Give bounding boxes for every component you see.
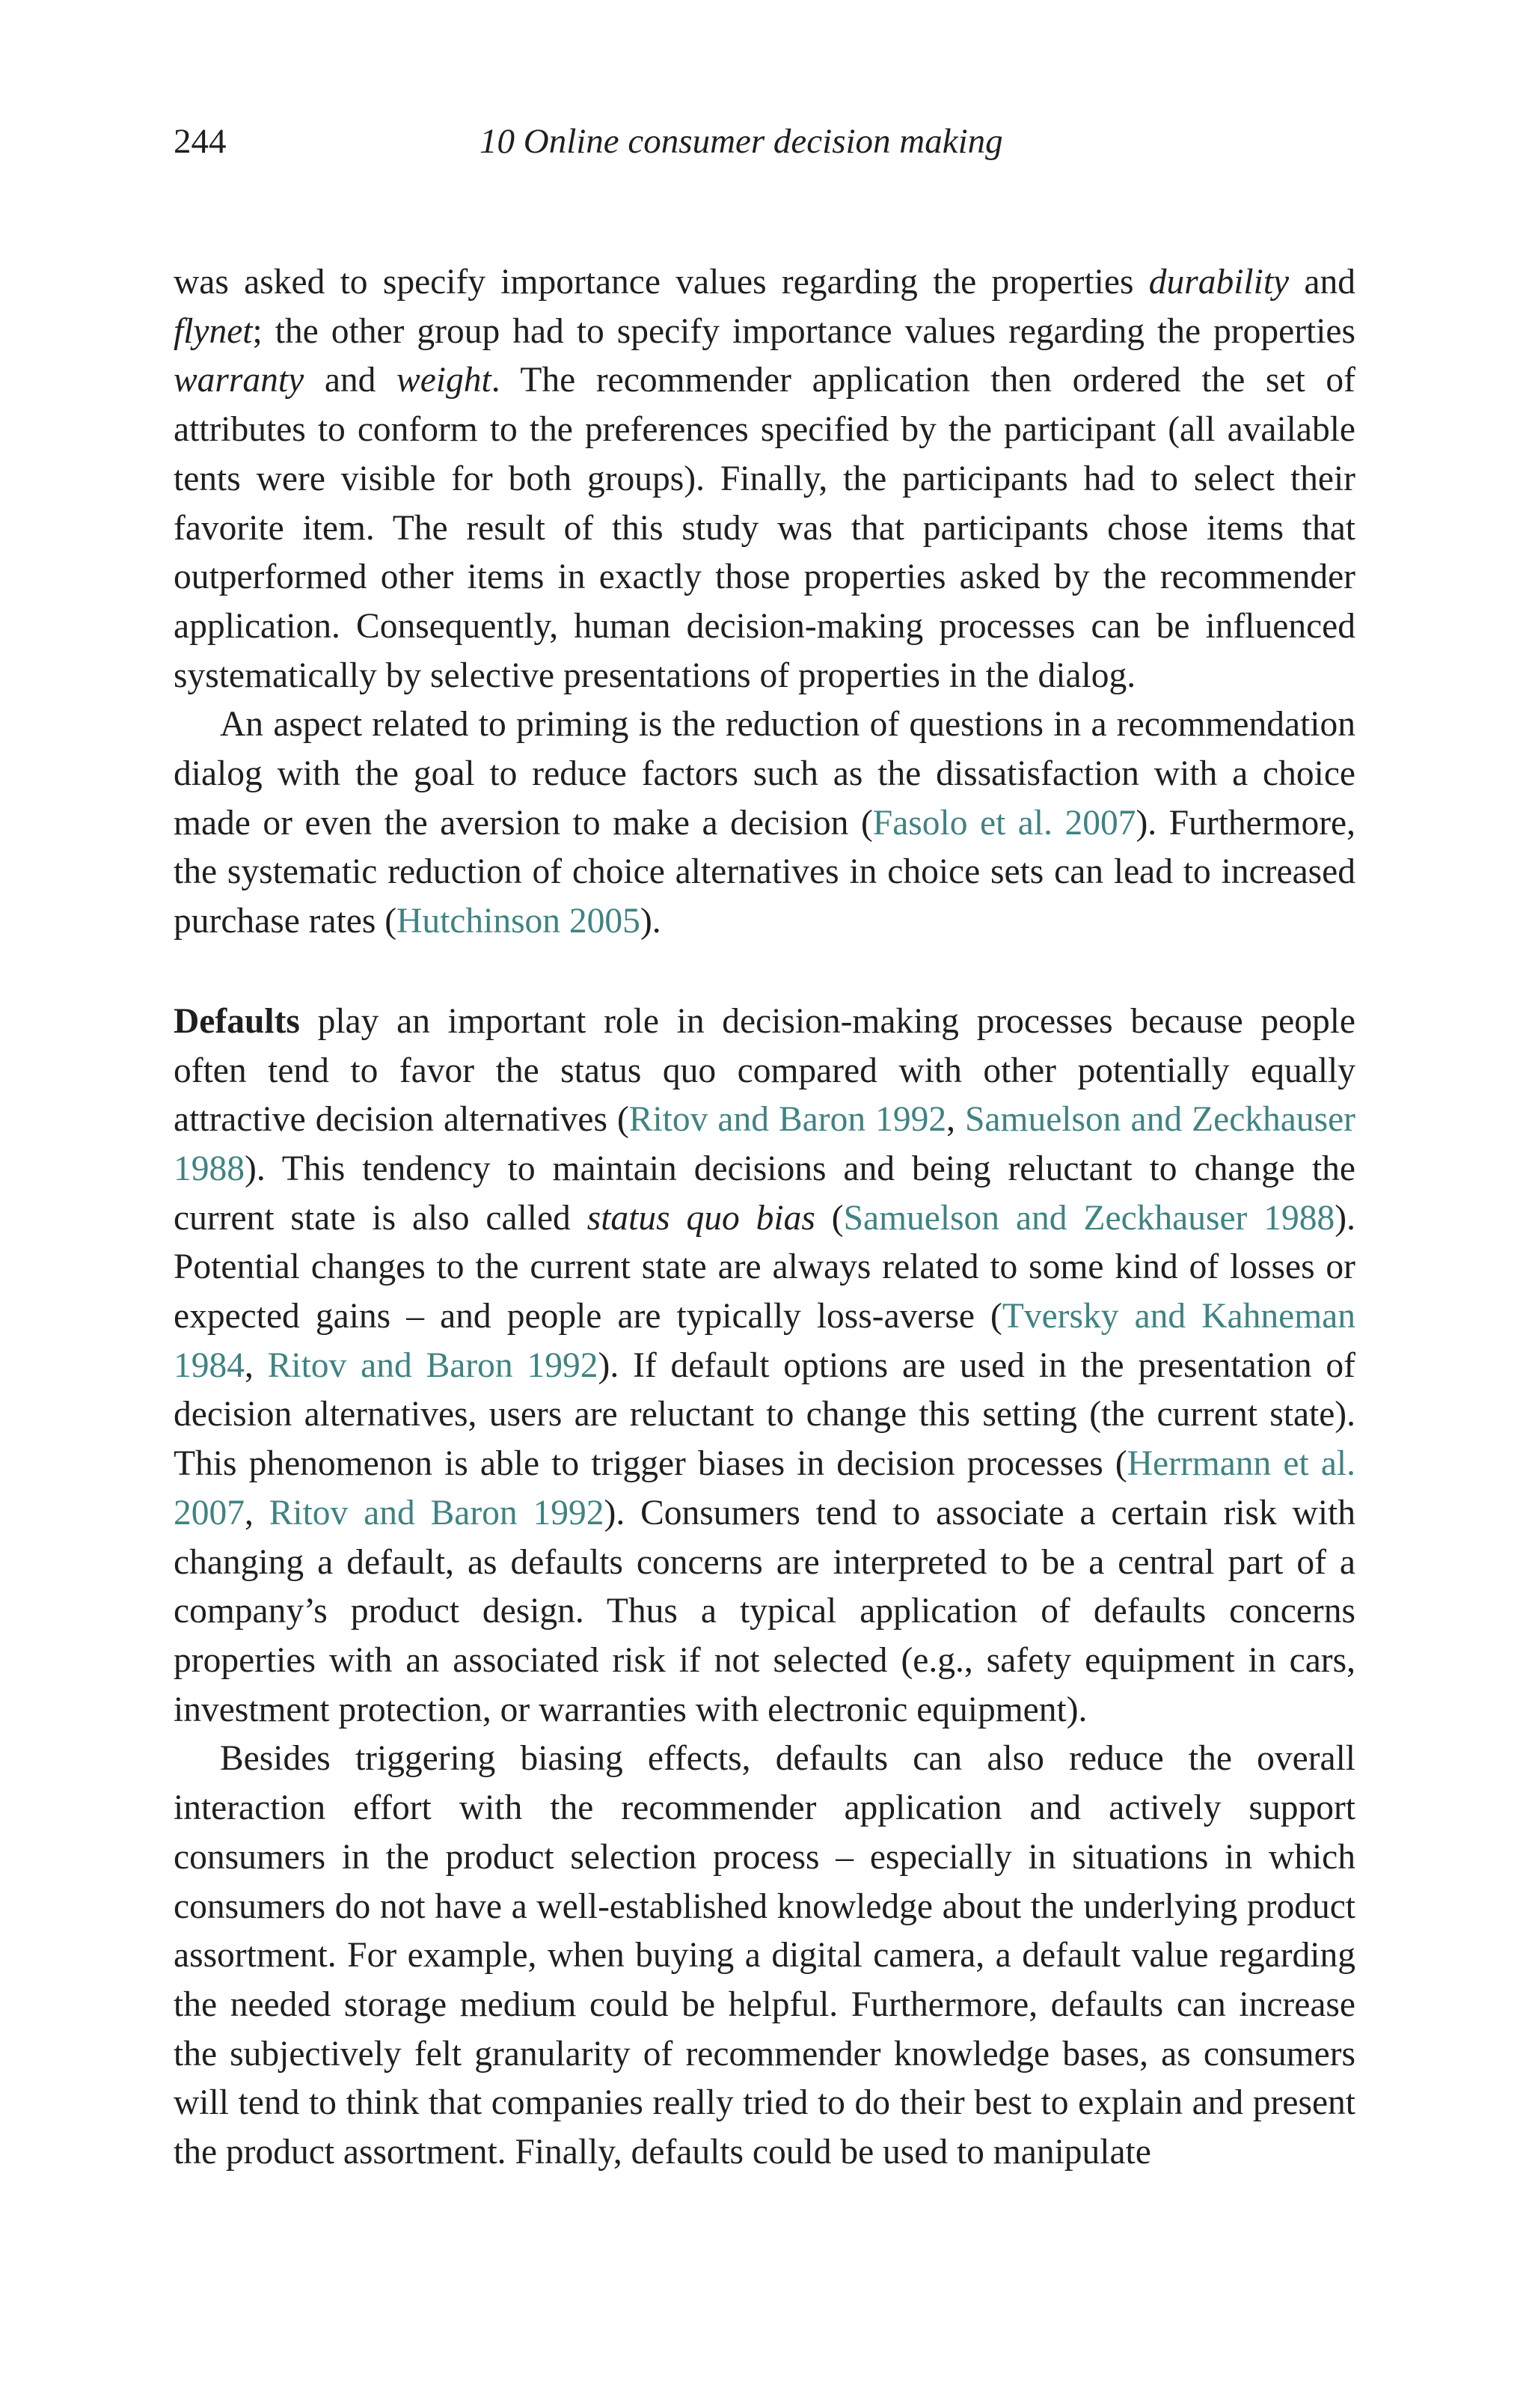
text-run: was asked to specify importance values regarding the properties [174,263,1149,302]
text-run: play an important role in decision-making processes because people often tend to favor the status quo compared with other potentially equally attractive decision alternatives ( [174,1001,1356,1140]
text-run: ). Consumers tend to associate a certain risk with changing a default, as defaults concerns are interpreted to be a central part of a company’s product design. Thus a typical application of defaults concerns properties with an associated risk if not selected (e.g., safety equipment in cars, investment protection, or warranties with electronic equipment). [174,1493,1355,1729]
term-status-quo-bias: status quo bias [586,1198,815,1238]
term-durability: durability [1148,263,1290,302]
text-run: , [245,1345,268,1385]
page-number: 244 [174,122,227,161]
citation-link[interactable]: Ritov and Baron 1992 [628,1100,947,1140]
text-run: , [946,1100,966,1140]
text-run: An aspect related to priming is the reduction of questions in a recommendation dialog with the goal to reduce factors such as the dissatisfaction with a choice made or even the aversion to make a decision ( [174,705,1355,843]
term-weight: weight [396,361,491,400]
body-text [174,258,1355,2178]
citation-link[interactable]: Samuelson and Zeckhauser 1988 [843,1198,1335,1238]
text-run: ). [640,902,661,941]
text-run: , [245,1493,269,1532]
citation-link[interactable]: Tversky and Kahneman 1984 [174,1297,1356,1385]
term-warranty: warranty [174,361,304,400]
paragraph-defaults-effort [174,1735,1355,2177]
text-run: and [304,361,397,400]
term-flynet: flynet [174,311,253,351]
paragraph-study-result [174,258,1355,700]
text-run: . The recommender application then ordered the set of attributes to conform to the preferences specified by the participant (all available tents were visible for both groups). Finally, the participants had to select their favorite item. The result of this study was that participants chose items that outperformed other items in exactly those properties asked by the recommender application. Consequently, human decision-making processes can be influenced systematically by selective presentations of properties in the dialog. [174,361,1355,695]
citation-link[interactable]: Hutchinson 2005 [396,902,640,941]
paragraph-priming-reduction [174,700,1355,947]
citation-link[interactable]: Ritov and Baron 1992 [267,1345,598,1385]
text-run: Besides triggering biasing effects, defaults can also reduce the overall interaction effort with the recommender application and actively support consumers in the product selection process – especially in situations in which consumers do not have a well-established knowledge about the underlying product assortment. For example, when buying a digital camera, a default value regarding the needed storage medium could be helpful. Furthermore, defaults can increase the subjectively felt granularity of recommender knowledge bases, as consumers will tend to think that companies really tried to do their best to explain and present the product assortment. Finally, defaults could be used to manipulate [174,1739,1355,2172]
citation-link[interactable]: Ritov and Baron 1992 [269,1493,604,1532]
text-run: ). Furthermore, the systematic reduction of choice alternatives in choice sets can lead to increased purchase rates ( [174,803,1356,941]
text-run: ; the other group had to specify importance values regarding the properties [252,311,1355,351]
text-run: ). This tendency to maintain decisions and being reluctant to change the current state is also called [174,1149,1355,1238]
page-header [174,121,1355,175]
citation-link[interactable]: Fasolo et al. 2007 [872,803,1136,843]
text-run: ). If default options are used in the presentation of decision alternatives, users are reluctant to change this setting (the current state). This phenomenon is able to trigger biases in decision processes ( [174,1345,1356,1484]
text-run: ). Potential changes to the current state are always related to some kind of losses or expected gains – and people are typically loss-averse ( [174,1198,1355,1336]
running-title: 10 Online consumer decision making [479,122,1003,161]
text-run: and [1289,263,1355,302]
citation-link[interactable]: Samuelson and Zeckhauser 1988 [174,1100,1356,1188]
paragraph-defaults [174,997,1355,1735]
run-in-heading: Defaults [174,1001,300,1041]
text-run: ( [815,1198,844,1238]
citation-link[interactable]: Herrmann et al. 2007 [174,1444,1355,1532]
